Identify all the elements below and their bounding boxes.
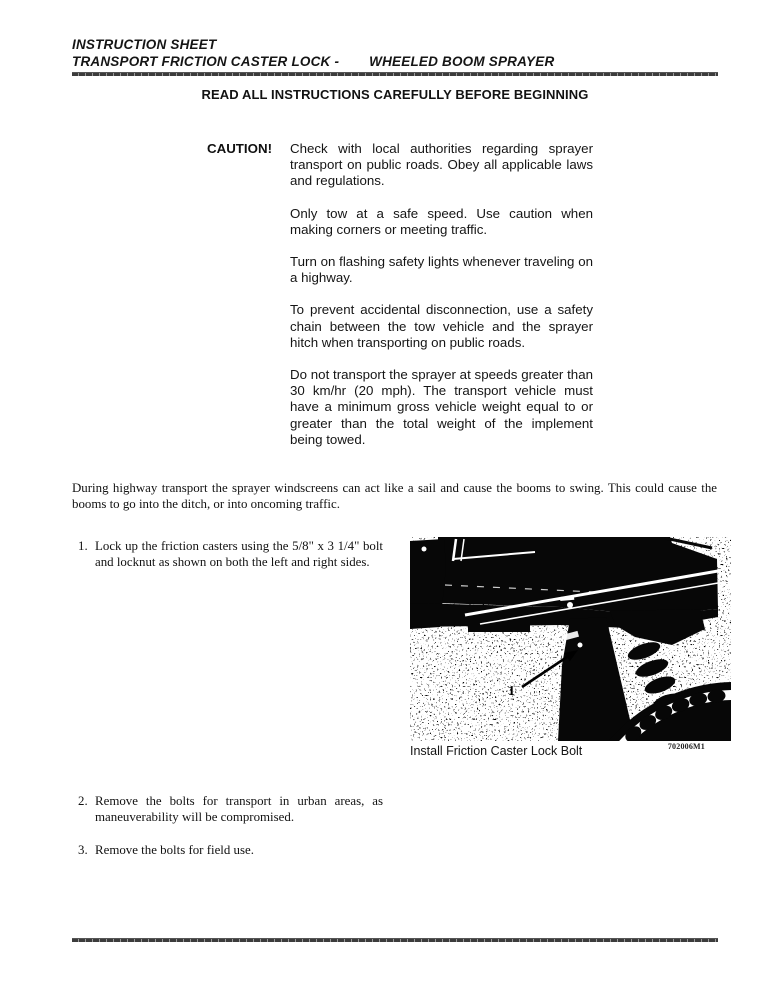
bolt-highlight-left xyxy=(422,547,427,552)
step-text: Lock up the friction casters using the 5/8" x 3 1/4" bolt and locknut as shown on both the left and right sides. xyxy=(95,539,383,569)
caution-paragraph: Check with local authorities regarding sprayer transport on public roads. Obey all applicable laws and regulations. xyxy=(290,141,593,189)
figure-caption: Install Friction Caster Lock Bolt xyxy=(410,744,583,758)
step-number: 1. xyxy=(78,539,88,553)
header-line2 xyxy=(72,53,718,70)
callout-number: 1 xyxy=(508,684,515,699)
caution-label: CAUTION! xyxy=(207,141,272,156)
header-line1: INSTRUCTION SHEET xyxy=(72,37,217,52)
step-text: Remove the bolts for field use. xyxy=(95,843,254,857)
figure-id: 702006M1 xyxy=(667,742,705,751)
caution-paragraph: Turn on flashing safety lights whenever traveling on a highway. xyxy=(290,254,593,286)
figure-photo xyxy=(410,537,731,741)
boom-beam xyxy=(438,537,718,615)
caution-paragraph: Only tow at a safe speed. Use caution when making corners or meeting traffic. xyxy=(290,205,593,237)
step-text: Remove the bolts for transport in urban areas, as maneuverability will be compromised. xyxy=(95,794,383,824)
read-all-notice: READ ALL INSTRUCTIONS CAREFULLY BEFORE BEGINNING xyxy=(201,87,589,102)
locknut-detail xyxy=(578,643,583,648)
step-number: 3. xyxy=(78,843,88,857)
header-title-left: TRANSPORT FRICTION CASTER LOCK - xyxy=(72,54,340,69)
caution-paragraph: To prevent accidental disconnection, use a safety chain between the tow vehicle and the sprayer hitch when transporting on public roads. xyxy=(290,302,593,350)
caster-lock-photo xyxy=(410,537,731,741)
step-item-3 xyxy=(72,843,383,859)
header-divider xyxy=(72,72,718,76)
beam-bottom-step xyxy=(468,625,530,632)
footer-divider xyxy=(72,938,718,942)
lock-bolt-head xyxy=(567,602,573,608)
intro-paragraph: During highway transport the sprayer windscreens can act like a sail and cause the booms to swing. This could cause the booms to go into the ditch, or into oncoming traffic. xyxy=(72,481,717,511)
step-item-2 xyxy=(72,794,383,825)
figure-caption-row xyxy=(410,741,731,758)
caution-paragraph: Do not transport the sprayer at speeds greater than 30 km/hr (20 mph). The transport vehicle must have a minimum gross vehicle weight equal to or greater than the total weight of the implement being towed. xyxy=(290,367,593,447)
caution-paragraphs xyxy=(290,141,593,464)
document-header xyxy=(72,36,718,70)
header-title-right: WHEELED BOOM SPRAYER xyxy=(369,54,555,69)
step-item-1 xyxy=(72,539,383,570)
step-number: 2. xyxy=(78,794,88,808)
